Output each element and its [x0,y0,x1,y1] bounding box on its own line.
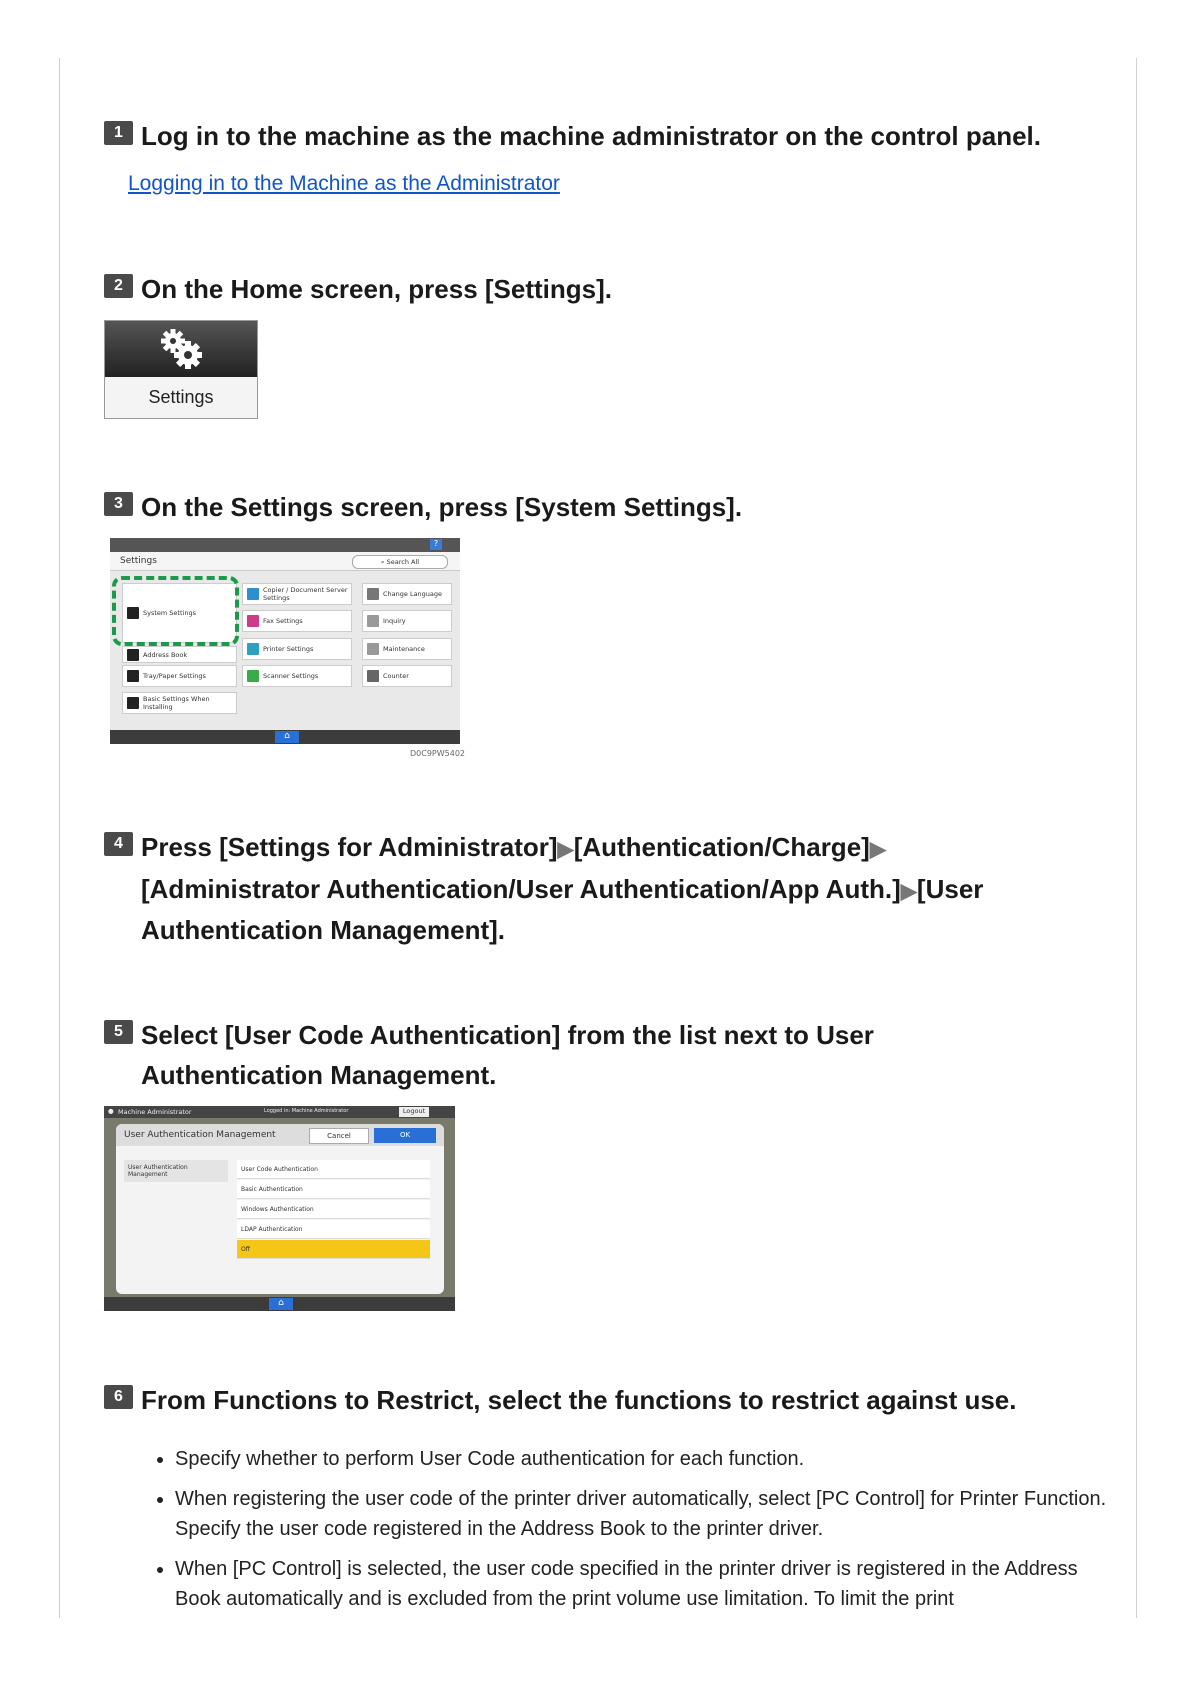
left-border [59,58,60,1618]
tile-label: Scanner Settings [263,672,319,680]
tile-label: Fax Settings [263,617,303,625]
step-number: 5 [104,1020,133,1044]
admin-login-link[interactable]: Logging in to the Machine as the Administrator [128,172,560,195]
admin-user-label: Machine Administrator [118,1108,192,1116]
language-icon [367,588,379,600]
tile-copier [242,583,352,605]
fax-icon [247,615,259,627]
auth-screen-figure [104,1106,455,1311]
step-1 [104,117,1094,157]
tile-label: Inquiry [383,617,406,625]
right-border [1136,58,1137,1618]
search-all-button [352,555,448,569]
step-title: From Functions to Restrict, select the functions to restrict against use. [141,1385,1017,1415]
step-title: On the Home screen, press [Settings]. [141,274,613,304]
tile-address-book [122,646,237,663]
step-number: 4 [104,832,133,856]
list-item: • When registering the user code of the printer driver automatically, select [PC Control] for Printer Function. Specify the user code registered in the Address Book to the printer driver. [175,1484,1125,1544]
user-icon: ● [108,1107,114,1115]
step-number: 3 [104,492,133,516]
cancel-button: Cancel [309,1128,369,1144]
field-label: User Authentication Management [124,1160,228,1182]
tile-label: Change Language [383,590,443,598]
tile-printer [242,638,352,660]
screen-footer [104,1297,455,1311]
search-icon: ⌕ [380,558,387,566]
step-2 [104,270,1094,310]
tile-label: Address Book [143,650,188,659]
step-4 [104,828,1094,951]
logout-button: Logout [399,1107,429,1117]
tile-counter [362,665,452,687]
gear-icon [156,327,206,371]
tile-fax [242,610,352,632]
tray-icon [127,670,139,682]
option-windows-auth: Windows Authentication [237,1200,430,1219]
status-bar [110,538,460,552]
tile-basic-settings [122,692,237,714]
tile-label: Printer Settings [263,645,314,653]
tile-label: Tray/Paper Settings [143,672,206,680]
scanner-icon [247,670,259,682]
notes-list [145,1444,1125,1624]
step-title: On the Settings screen, press [System Settings]. [141,492,743,522]
auth-dialog [116,1124,444,1294]
step-part: [User Authentication Management]. [141,873,984,945]
settings-screen-figure [110,538,460,744]
step-part: [Authentication/Charge] [573,832,870,862]
tile-maintenance [362,638,452,660]
settings-icon-figure [104,320,258,419]
step-5 [104,1016,1094,1095]
status-bar [104,1106,455,1118]
option-ldap-auth: LDAP Authentication [237,1220,430,1239]
dialog-title: User Authentication Management [124,1130,276,1140]
option-basic-auth: Basic Authentication [237,1180,430,1199]
step-number: 6 [104,1385,133,1409]
list-item: • Specify whether to perform User Code authentication for each function. [175,1444,1125,1474]
logged-in-label: Logged in: Machine Administrator [264,1108,349,1114]
basic-settings-icon [127,697,139,709]
tile-inquiry [362,610,452,632]
tile-label: Maintenance [383,645,425,653]
step-title [141,828,1094,951]
screen-title: Settings [120,556,157,566]
step-number: 2 [104,274,133,298]
step-part: [Administrator Authentication/User Authentication/App Auth.] [141,873,901,904]
help-icon: ? [430,539,442,550]
arrow-icon: ▶ [869,838,886,861]
dialog-header [116,1124,444,1146]
settings-icon-label: Settings [105,377,257,418]
search-label: Search All [386,558,420,566]
step-title: Select [User Code Authentication] from the list next to User Authentication Management. [141,1020,874,1090]
arrow-icon: ▶ [557,838,574,861]
maintenance-icon [367,643,379,655]
step-6 [104,1381,1094,1421]
address-book-icon [127,649,139,661]
inquiry-icon [367,615,379,627]
tile-label: System Settings [143,609,196,617]
tile-label: Basic Settings When Installing [143,695,210,711]
printer-icon [247,643,259,655]
system-settings-highlight [112,576,239,646]
screen-header [110,552,460,571]
option-off: Off [237,1240,430,1259]
step-title: Log in to the machine as the machine administrator on the control panel. [141,121,1042,151]
arrow-icon: ▶ [900,879,917,903]
tile-scanner [242,665,352,687]
copier-icon [247,588,259,600]
tile-tray-paper [122,665,237,687]
ok-button: OK [374,1128,436,1143]
counter-icon [367,670,379,682]
step-part: Press [Settings for Administrator] [141,832,558,862]
option-user-code-auth: User Code Authentication [237,1160,430,1179]
tile-language [362,583,452,605]
tile-label: Counter [383,672,409,680]
tile-label: Copier / Document Server Settings [263,586,348,602]
figure-code: D0C9PW5402 [410,749,466,758]
home-icon: ⌂ [275,731,299,743]
home-icon: ⌂ [269,1298,293,1310]
list-item: • When [PC Control] is selected, the user code specified in the printer driver is registered in the Address Book automatically and is excluded from the print volume use limitation. To limit the print [175,1554,1125,1614]
screen-footer [110,730,460,744]
step-3 [104,488,1094,528]
step-number: 1 [104,121,133,145]
